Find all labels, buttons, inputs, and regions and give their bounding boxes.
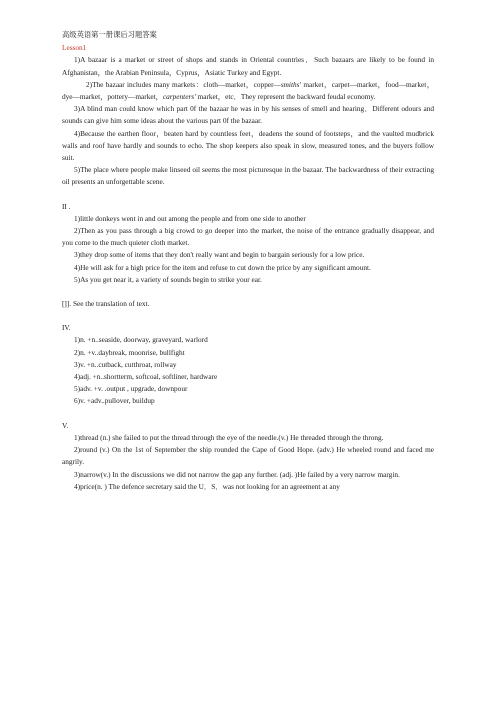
answer-5-4: 4)price(n. ) The defence secretary said the U．S．was not looking for an agreement at any [74, 481, 340, 491]
answer-1-1: 1)A bazaar is a market or street of shops and stands in Oriental countries．Such bazaars are likely to be found in Afghanistan，the Arabian Peninsula，Cyprus，Asiatic Turkey and Egypt. [62, 55, 434, 77]
section-5-heading: V. [62, 420, 69, 430]
lesson-heading: Lesson1 [62, 43, 87, 53]
section-3-heading: []]. See the translation of text. [62, 299, 150, 309]
answer-5-1: 1)thread (n.) she failed to put the thread through the eye of the needle.(v.) He threaded through the throng. [74, 432, 384, 442]
document-body [62, 29, 434, 493]
document-title: 高级英语第一册课后习题答案 [62, 30, 157, 39]
answer-4-2: 2)n. +v..daybreak, moonrise, bullfight [74, 347, 185, 357]
answer-1-3: 3)A blind man could know which part 0f the bazaar he was in by his senses of smell and hearing．Different odours and sounds can give him some ideas about the various part 0f the bazaar. [62, 104, 434, 126]
answer-1-2-text-d: carpenters' [162, 92, 196, 102]
answer-4-4: 4)adj. +n..shortterm, softcoal, softliner, hardware [74, 372, 218, 382]
answer-2-1: 1)little donkeys went in and out among the people and from one side to another [74, 213, 306, 223]
answer-5-3: 3)narrow(v.) In the discussions we did not narrow the gap any further. (adj. )He failed by a very narrow margin. [74, 469, 400, 479]
section-4-heading: IV. [62, 323, 71, 333]
answer-1-2 [62, 79, 434, 103]
answer-4-6: 6)v. +adv..pullover, buildup [74, 396, 155, 406]
answer-2-4: 4)He will ask for a high price for the item and refuse to cut down the price by any significant amount. [74, 262, 371, 272]
answer-1-2-text-a: 2)The bazaar includes many markets：cloth—market，copper— [86, 79, 281, 89]
answer-4-3: 3)v. +n..cutback, cutthroat, rollway [74, 359, 177, 369]
answer-1-2-text-b: smiths' [280, 79, 302, 89]
answer-5-2: 2)round (v.) On the 1st of September the ship rounded the Cape of Good Hope. (adv.) He wheeled round and faced me angrily. [62, 445, 434, 467]
answer-1-4: 4)Because the earthen floor，beaten hard by countless feet，deadens the sound of footsteps，and the vaulted mudbrick walls and roof have hardly and sounds to echo. The shop keepers also speak in slow, measured tones, and the buyers follow suit. [62, 128, 434, 163]
answer-2-3: 3)they drop some of items that they don't really want and begin to bargain seriously for a low price. [74, 250, 365, 260]
answer-1-5: 5)The place where people make linseed oil seems the most picturesque in the bazaar. The backwardness of their extracting oil presents an unforgettable scene. [62, 165, 434, 187]
answer-4-1: 1)n. +n..seaside, doorway, graveyard, warlord [74, 335, 208, 345]
answer-2-5: 5)As you get near it, a variety of sounds begin to strike your ear. [74, 274, 262, 284]
answer-4-5: 5)adv. +v. .output , upgrade, downpour [74, 384, 188, 394]
section-2-heading: II . [62, 201, 71, 211]
answer-1-2-text-c: market，carpet—market，food—market，dye—market，pottery—market， [62, 79, 434, 102]
answer-2-2: 2)Then as you pass through a big crowd to go deeper into the market, the noise of the entrance gradually disappear, and you come to the much quieter cloth market. [62, 226, 434, 248]
answer-1-2-text-e: market，etc．They represent the backward feudal economy. [195, 92, 376, 102]
